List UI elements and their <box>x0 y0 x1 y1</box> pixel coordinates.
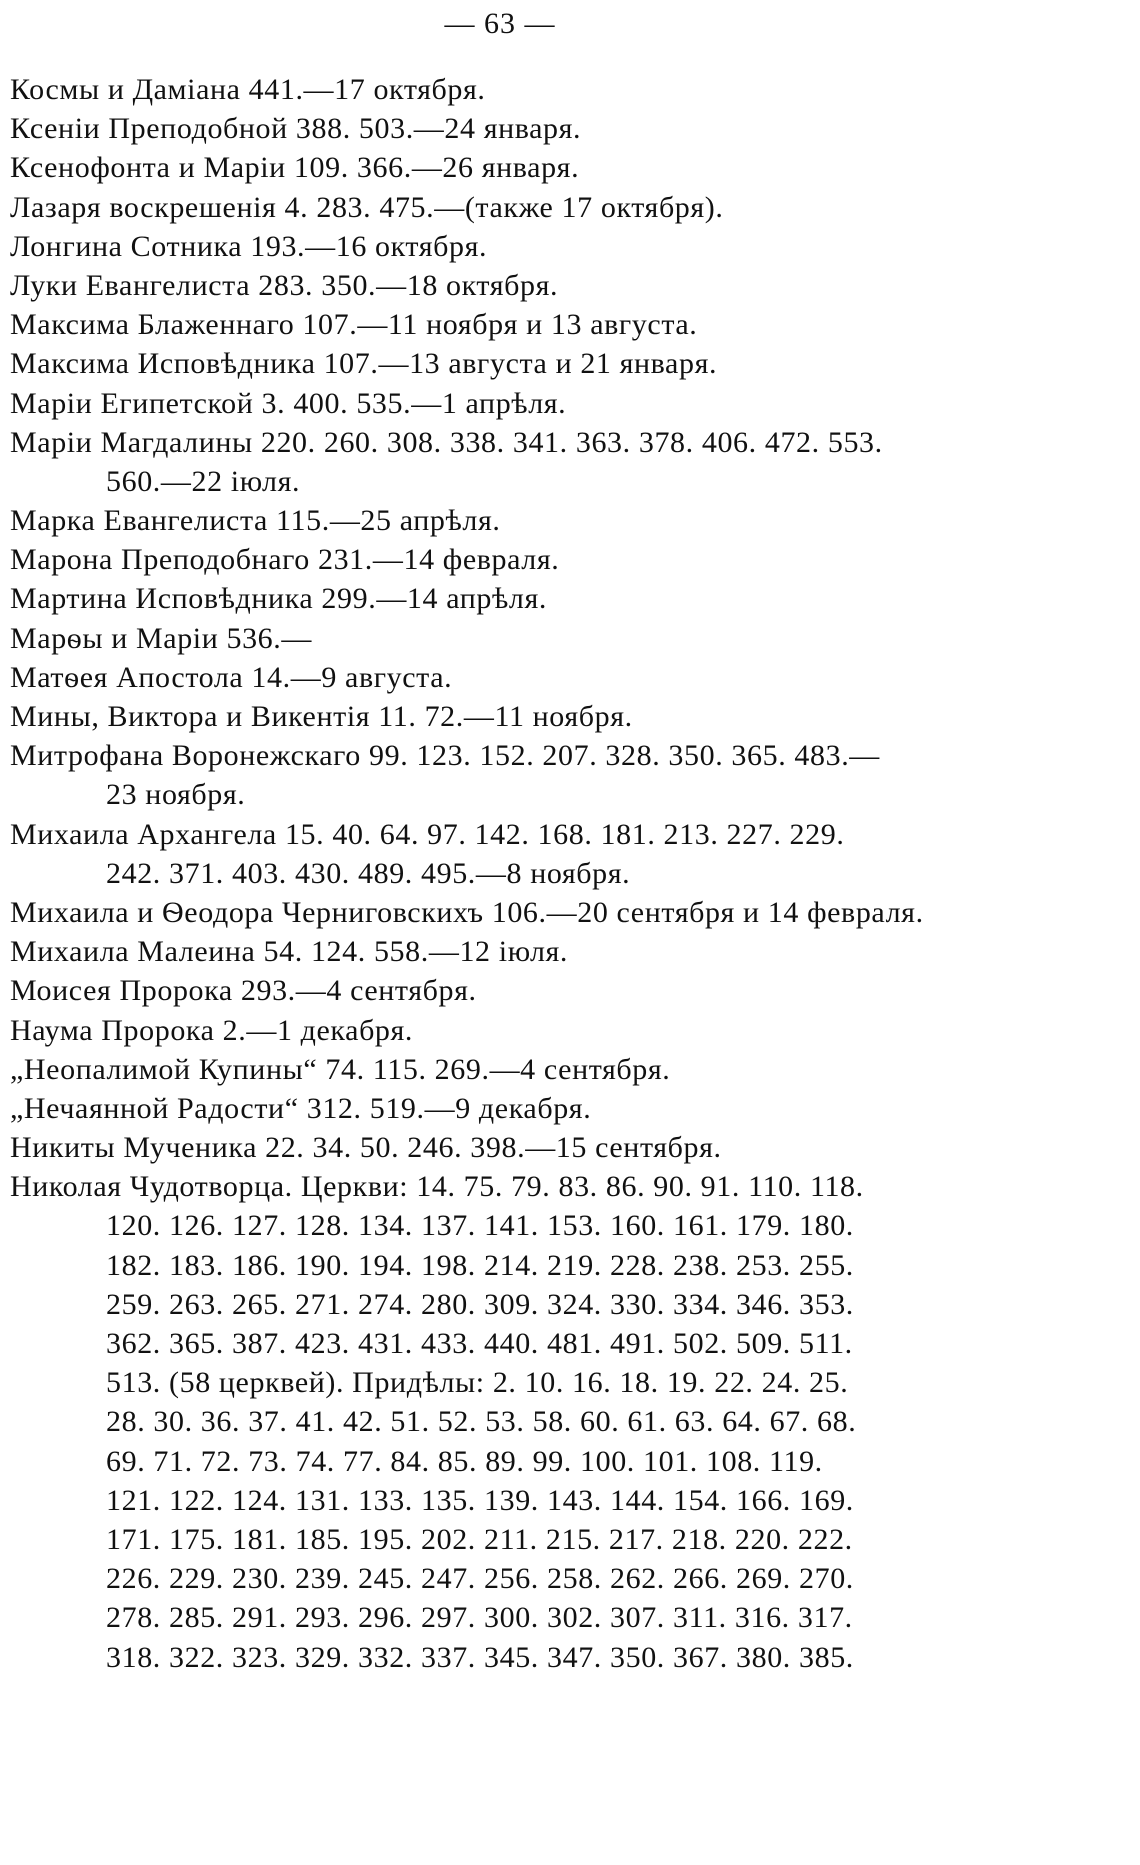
entry-continuation-line: 121. 122. 124. 131. 133. 135. 139. 143. 144. 154. 166. 169. <box>106 1483 854 1517</box>
entry-continuation-line: 28. 30. 36. 37. 41. 42. 51. 52. 53. 58. 60. 61. 63. 64. 67. 68. <box>106 1405 857 1439</box>
entry-line: Космы и Даміана 441.—17 октября. <box>10 73 486 106</box>
entry-line: Ксенофонта и Маріи 109. 366.—26 января. <box>10 151 580 185</box>
entry-continuation-line: 242. 371. 403. 430. 489. 495.—8 ноября. <box>106 856 631 890</box>
entry-line: Михаила и Ѳеодора Черниговскихъ 106.—20 сентября и 14 февраля. <box>10 895 924 929</box>
entry-line: Маріи Египетской 3. 400. 535.—1 апрѣля. <box>10 386 567 420</box>
entry-line: „Неопалимой Купины“ 74. 115. 269.—4 сентября. <box>10 1052 671 1086</box>
entry-line: „Нечаянной Радости“ 312. 519.—9 декабря. <box>10 1091 592 1125</box>
entry-continuation-line: 120. 126. 127. 128. 134. 137. 141. 153. 160. 161. 179. 180. <box>106 1209 854 1243</box>
entry-line: Луки Евангелиста 283. 350.—18 октября. <box>10 268 559 302</box>
entry-line: Митрофана Воронежскаго 99. 123. 152. 207. 328. 350. 365. 483.— <box>10 739 880 773</box>
entry-line: Максима Блаженнаго 107.—11 ноября и 13 августа. <box>10 308 698 342</box>
entry-line: Маріи Магдалины 220. 260. 308. 338. 341. 363. 378. 406. 472. 553. <box>10 425 883 459</box>
entry-line: Ксеніи Преподобной 388. 503.—24 января. <box>10 112 582 146</box>
page-number: — 63 — <box>444 7 556 40</box>
entry-line: Николая Чудотворца. Церкви: 14. 75. 79. 83. 86. 90. 91. 110. 118. <box>10 1170 864 1204</box>
entry-line: Моисея Пророка 293.—4 сентября. <box>10 974 477 1008</box>
entry-line: Никиты Мученика 22. 34. 50. 246. 398.—15 сентября. <box>10 1131 722 1165</box>
entry-continuation-line: 560.—22 іюля. <box>106 464 301 498</box>
entry-continuation-line: 513. (58 церквей). Придѣлы: 2. 10. 16. 18. 19. 22. 24. 25. <box>106 1366 849 1400</box>
entry-continuation-line: 23 ноября. <box>106 778 246 812</box>
entry-line: Михаила Малеина 54. 124. 558.—12 іюля. <box>10 935 569 969</box>
entry-line: Лонгина Сотника 193.—16 октября. <box>10 229 488 263</box>
entry-line: Марѳы и Маріи 536.— <box>10 621 312 655</box>
entry-line: Лазаря воскрешенія 4. 283. 475.—(также 17 октября). <box>10 190 724 224</box>
entry-line: Марка Евангелиста 115.—25 апрѣля. <box>10 504 501 538</box>
entry-line: Наума Пророка 2.—1 декабря. <box>10 1013 414 1047</box>
entry-continuation-line: 259. 263. 265. 271. 274. 280. 309. 324. 330. 334. 346. 353. <box>106 1287 854 1321</box>
entry-continuation-line: 226. 229. 230. 239. 245. 247. 256. 258. 262. 266. 269. 270. <box>106 1562 854 1596</box>
entry-continuation-line: 278. 285. 291. 293. 296. 297. 300. 302. 307. 311. 316. 317. <box>106 1601 853 1635</box>
entry-line: Мартина Исповѣдника 299.—14 апрѣля. <box>10 582 547 616</box>
entry-line: Матѳея Апостола 14.—9 августа. <box>10 660 453 694</box>
entry-line: Максима Исповѣдника 107.—13 августа и 21 января. <box>10 347 718 381</box>
entry-continuation-line: 171. 175. 181. 185. 195. 202. 211. 215. 217. 218. 220. 222. <box>106 1522 853 1556</box>
entry-line: Мины, Виктора и Викентія 11. 72.—11 ноября. <box>10 700 633 733</box>
entry-continuation-line: 69. 71. 72. 73. 74. 77. 84. 85. 89. 99. 100. 101. 108. 119. <box>106 1444 823 1478</box>
entry-continuation-line: 182. 183. 186. 190. 194. 198. 214. 219. 228. 238. 253. 255. <box>106 1248 854 1282</box>
entry-line: Марона Преподобнаго 231.—14 февраля. <box>10 543 560 577</box>
index-entries <box>10 70 1010 1677</box>
entry-line: Михаила Архангела 15. 40. 64. 97. 142. 168. 181. 213. 227. 229. <box>10 817 845 851</box>
entry-continuation-line: 362. 365. 387. 423. 431. 433. 440. 481. 491. 502. 509. 511. <box>106 1327 853 1360</box>
entry-continuation-line: 318. 322. 323. 329. 332. 337. 345. 347. 350. 367. 380. 385. <box>106 1640 854 1674</box>
